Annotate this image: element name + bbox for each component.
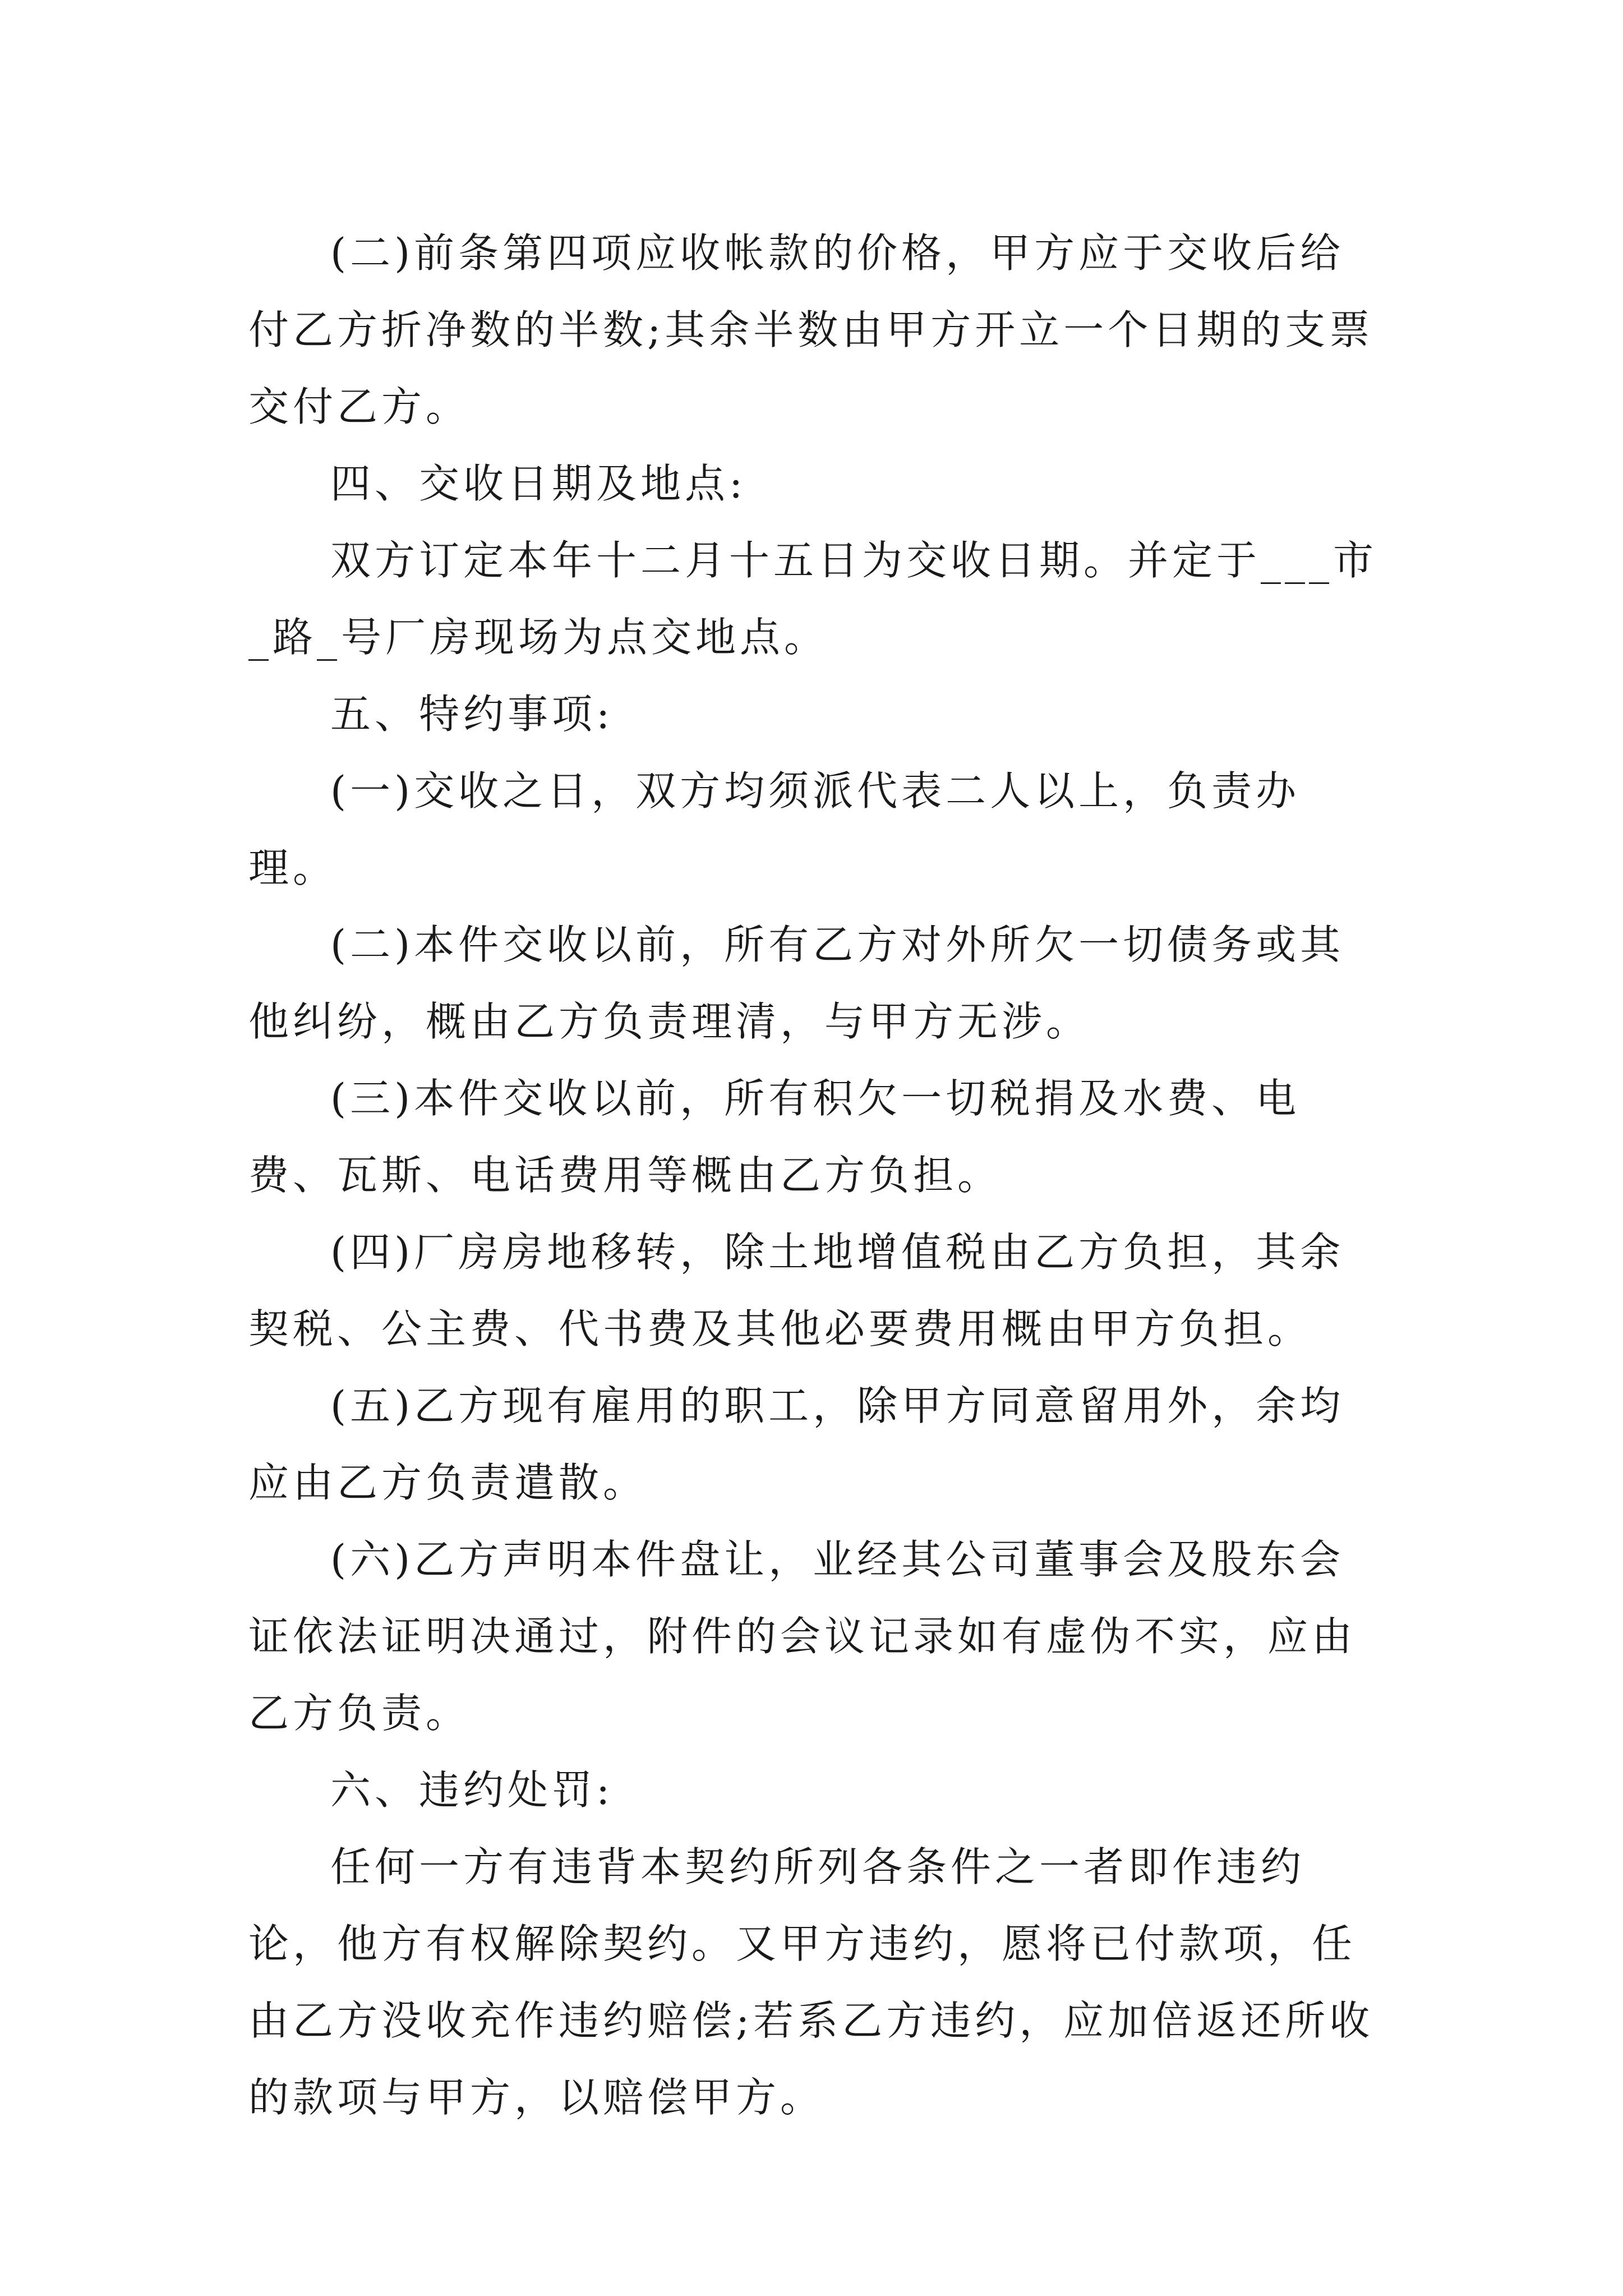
section-6-body: 任何一方有违背本契约所列各条件之一者即作违约论，他方有权解除契约。又甲方违约，愿将已付款项，任由乙方没收充作违约赔偿;若系乙方违约，应加倍返还所收的款项与甲方，以赔偿甲方。 [248,1843,1374,2121]
clause-5-1-paragraph: (一)交收之日，双方均须派代表二人以上，负责办理。 [248,767,1301,891]
clause-5-2-paragraph: (二)本件交收以前，所有乙方对外所欠一切债务或其他纠纷，概由乙方负责理清，与甲方无涉。 [248,921,1345,1045]
clause-5-5-paragraph: (五)乙方现有雇用的职工，除甲方同意留用外，余均应由乙方负责遣散。 [248,1382,1345,1506]
document-page [248,215,1388,2136]
clause-5-3-paragraph: (三)本件交收以前，所有积欠一切税捐及水费、电费、瓦斯、电话费用等概由乙方负担。 [248,1075,1301,1199]
section-4-heading: 四、交收日期及地点: [330,460,747,507]
section-4-body: 双方订定本年十二月十五日为交收日期。并定于___市_路_号厂房现场为点交地点。 [248,537,1378,661]
clause-5-6-paragraph: (六)乙方声明本件盘让，业经其公司董事会及股东会证依法证明决通过，附件的会议记录如有虚伪不实，应由乙方负责。 [248,1536,1357,1737]
section-5-heading: 五、特约事项: [330,691,614,738]
clause-5-4-paragraph: (四)厂房房地移转，除土地增值税由乙方负担，其余契税、公主费、代书费及其他必要费用概由甲方负担。 [248,1228,1345,1352]
section-6-heading: 六、违约处罚: [330,1766,614,1814]
clause-3-2-paragraph: (二)前条第四项应收帐款的价格，甲方应于交收后给付乙方折净数的半数;其余半数由甲方开立一个日期的支票交付乙方。 [248,229,1374,430]
